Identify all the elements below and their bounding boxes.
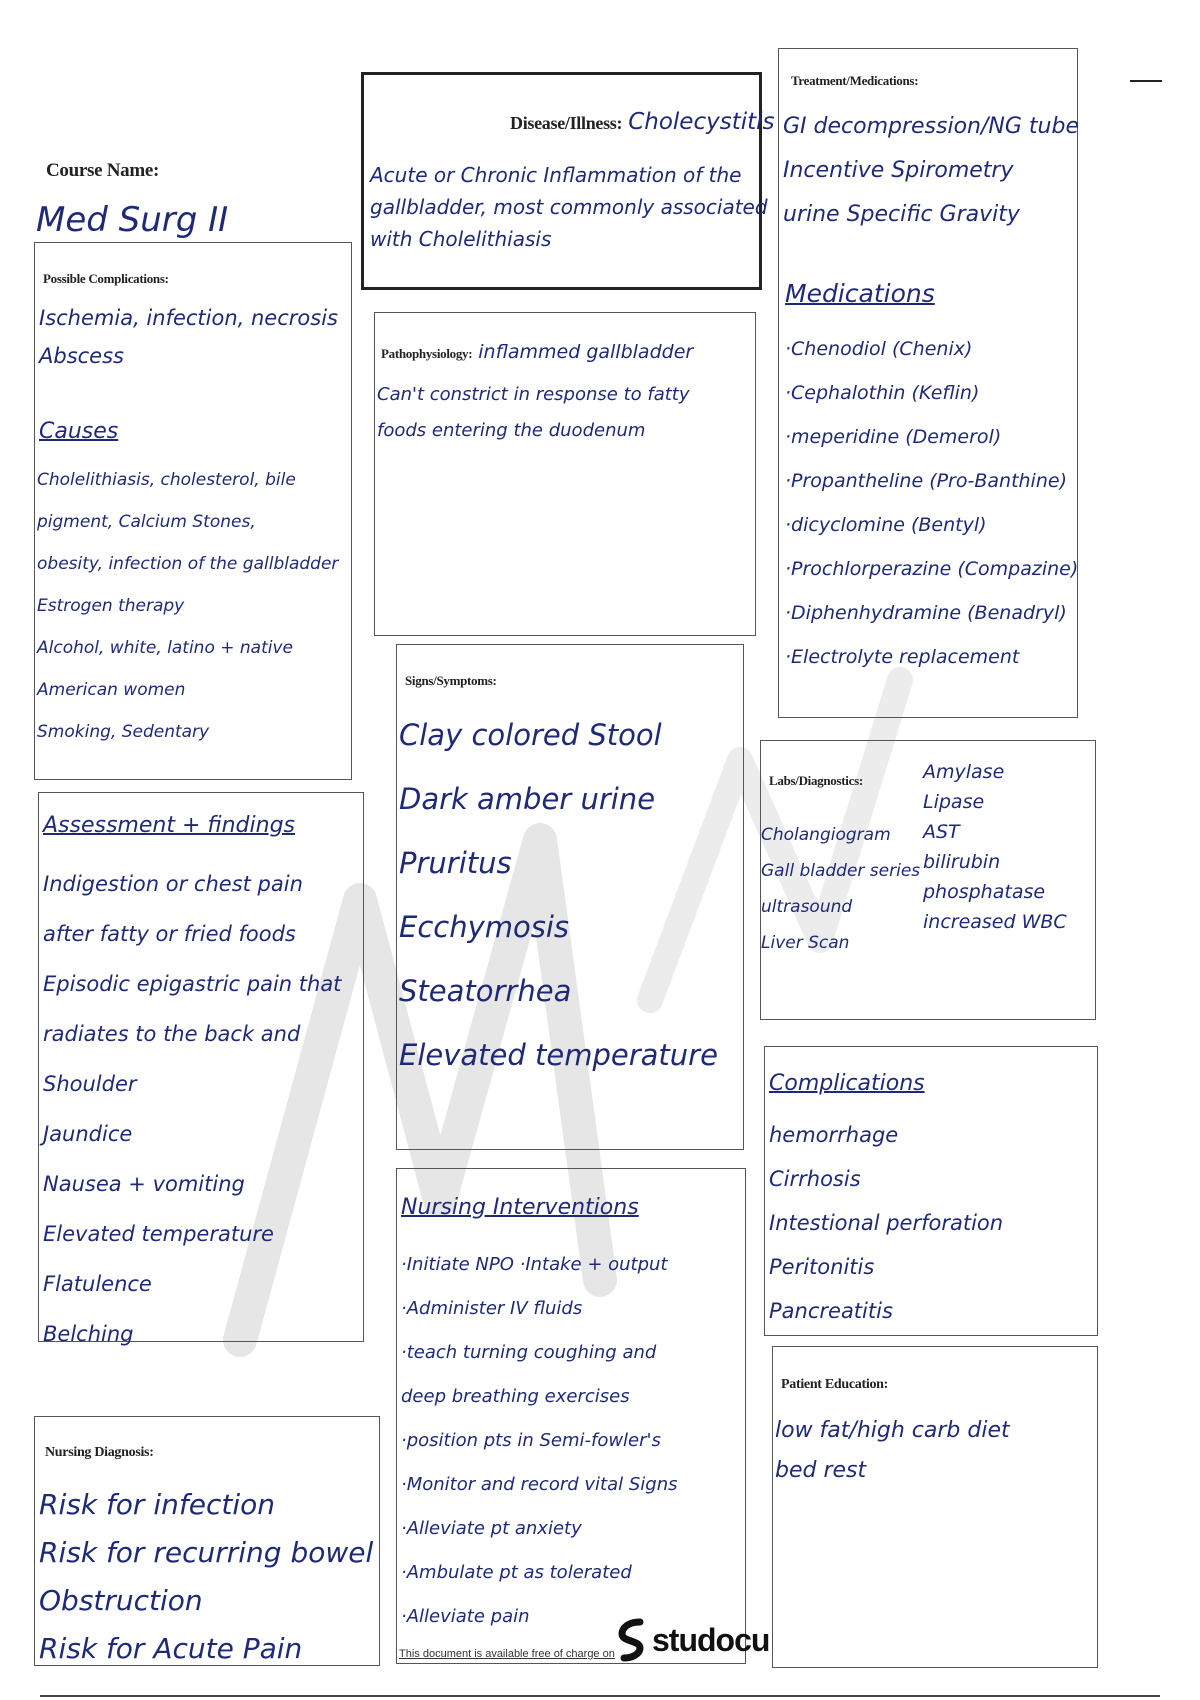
complications2-heading: Complications bbox=[769, 1071, 925, 1096]
complications-label: Possible Complications: bbox=[43, 271, 169, 286]
cause-item: Smoking, Sedentary bbox=[37, 722, 210, 742]
intervention-item: ·Administer IV fluids bbox=[401, 1298, 583, 1319]
intervention-item: ·position pts in Semi-fowler's bbox=[401, 1430, 661, 1451]
complications2-item: Cirrhosis bbox=[769, 1167, 861, 1191]
assessment-item: Elevated temperature bbox=[43, 1222, 274, 1246]
complications2-item: Peritonitis bbox=[769, 1255, 875, 1279]
pathophysiology-box bbox=[374, 312, 756, 636]
complications2-box bbox=[764, 1046, 1098, 1336]
nursing-diagnosis-item: Risk for Acute Pain bbox=[39, 1632, 303, 1665]
intervention-item: ·Ambulate pt as tolerated bbox=[401, 1562, 632, 1583]
lab-item: AST bbox=[923, 821, 960, 843]
causes-heading: Causes bbox=[39, 419, 119, 444]
complications-box bbox=[34, 242, 352, 780]
nursing-diagnosis-label: Nursing Diagnosis: bbox=[45, 1445, 154, 1460]
education-item: low fat/high carb diet bbox=[775, 1418, 1010, 1443]
intervention-item: ·Monitor and record vital Signs bbox=[401, 1474, 678, 1495]
treatment-line: urine Specific Gravity bbox=[783, 202, 1020, 227]
cause-item: Estrogen therapy bbox=[37, 596, 185, 616]
disease-description bbox=[370, 159, 768, 255]
complications2-item: Intestional perforation bbox=[769, 1211, 1004, 1235]
disease-description-line: Acute or Chronic Inflammation of the bbox=[370, 163, 742, 187]
lab-item: bilirubin bbox=[923, 851, 1001, 873]
lab-item: Gall bladder series bbox=[761, 861, 921, 881]
studocu-icon bbox=[618, 1618, 648, 1662]
assessment-list bbox=[43, 859, 341, 1359]
assessment-item: Belching bbox=[43, 1322, 134, 1346]
education-list bbox=[775, 1411, 1010, 1491]
assessment-item: radiates to the back and bbox=[43, 1022, 301, 1046]
disease-value: Cholecystitis bbox=[628, 109, 775, 135]
medication-item: ·Electrolyte replacement bbox=[785, 646, 1020, 668]
medication-item: ·Prochlorperazine (Compazine) bbox=[785, 558, 1079, 580]
pathophysiology-first: inflammed gallbladder bbox=[478, 341, 694, 363]
assessment-item: Episodic epigastric pain that bbox=[43, 972, 342, 996]
assessment-item: after fatty or fried foods bbox=[43, 922, 296, 946]
nursing-diagnosis-box bbox=[34, 1416, 380, 1666]
medication-item: ·Cephalothin (Keflin) bbox=[785, 382, 980, 404]
complications2-item: Pancreatitis bbox=[769, 1299, 893, 1323]
pathophysiology-line: Can't constrict in response to fatty bbox=[377, 384, 690, 405]
lab-item: increased WBC bbox=[923, 911, 1067, 933]
labs-box bbox=[760, 740, 1096, 1020]
cause-item: pigment, Calcium Stones, bbox=[37, 512, 256, 532]
assessment-item: Jaundice bbox=[43, 1122, 133, 1146]
nursing-diagnosis-item: Obstruction bbox=[39, 1584, 203, 1617]
labs-left-list bbox=[761, 817, 920, 961]
intervention-item: ·teach turning coughing and bbox=[401, 1342, 657, 1363]
labs-label: Labs/Diagnostics: bbox=[769, 773, 863, 788]
assessment-item: Shoulder bbox=[43, 1072, 137, 1096]
complication-item: Ischemia, infection, necrosis bbox=[39, 306, 338, 330]
footer-rule bbox=[40, 1695, 1160, 1697]
cause-item: Cholelithiasis, cholesterol, bile bbox=[37, 470, 296, 490]
intervention-item: ·Initiate NPO ·Intake + output bbox=[401, 1254, 668, 1275]
assessment-heading: Assessment + findings bbox=[43, 813, 295, 838]
medication-item: ·meperidine (Demerol) bbox=[785, 426, 1002, 448]
disease-label: Disease/Illness: bbox=[510, 113, 623, 133]
intervention-item: ·Alleviate pt anxiety bbox=[401, 1518, 582, 1539]
medications-heading: Medications bbox=[785, 279, 935, 308]
education-item: bed rest bbox=[775, 1458, 867, 1483]
complication-item: Abscess bbox=[39, 344, 124, 368]
labs-right-list bbox=[923, 757, 1067, 937]
pathophysiology-label: Pathophysiology: bbox=[381, 346, 473, 361]
education-label: Patient Education: bbox=[781, 1377, 888, 1392]
complications-lines bbox=[39, 299, 338, 375]
interventions-heading: Nursing Interventions bbox=[401, 1195, 639, 1220]
course-label: Course Name: bbox=[46, 160, 160, 181]
studocu-brand: studocu bbox=[652, 1621, 770, 1658]
disease-box bbox=[361, 72, 775, 290]
nursing-diagnosis-item: Risk for recurring bowel bbox=[39, 1536, 374, 1569]
pathophysiology-line: foods entering the duodenum bbox=[377, 420, 646, 441]
lab-item: phosphatase bbox=[923, 881, 1046, 903]
sign-item: Clay colored Stool bbox=[399, 718, 662, 752]
medications-list bbox=[785, 327, 1078, 679]
treatment-line: GI decompression/NG tube bbox=[783, 114, 1079, 139]
cause-item: obesity, infection of the gallbladder bbox=[37, 554, 339, 574]
sign-item: Ecchymosis bbox=[399, 910, 570, 944]
nursing-diagnosis-list bbox=[39, 1481, 373, 1673]
lab-item: ultrasound bbox=[761, 897, 853, 917]
medication-item: ·Diphenhydramine (Benadryl) bbox=[785, 602, 1067, 624]
sign-item: Steatorrhea bbox=[399, 974, 572, 1008]
lab-item: Cholangiogram bbox=[761, 825, 891, 845]
intervention-item: deep breathing exercises bbox=[401, 1386, 630, 1407]
complications2-item: hemorrhage bbox=[769, 1123, 899, 1147]
complications2-list bbox=[769, 1113, 1003, 1333]
medication-item: ·Propantheline (Pro-Banthine) bbox=[785, 470, 1067, 492]
interventions-list bbox=[401, 1243, 678, 1639]
signs-list bbox=[399, 703, 718, 1087]
assessment-item: Nausea + vomiting bbox=[43, 1172, 245, 1196]
interventions-box bbox=[396, 1168, 746, 1664]
assessment-box bbox=[38, 792, 364, 1346]
lab-item: Amylase bbox=[923, 761, 1005, 783]
causes-list bbox=[37, 459, 338, 753]
treatment-lines bbox=[783, 105, 1079, 237]
sign-item: Pruritus bbox=[399, 846, 512, 880]
nursing-diagnosis-item: Risk for infection bbox=[39, 1488, 275, 1521]
cause-item: Alcohol, white, latino + native bbox=[37, 638, 293, 658]
medication-item: ·Chenodiol (Chenix) bbox=[785, 338, 973, 360]
studocu-logo bbox=[618, 1618, 769, 1662]
lab-item: Liver Scan bbox=[761, 933, 850, 953]
treatment-label: Treatment/Medications: bbox=[791, 73, 919, 88]
sign-item: Elevated temperature bbox=[399, 1038, 718, 1072]
signs-label: Signs/Symptoms: bbox=[405, 673, 497, 688]
course-name: Med Surg II bbox=[36, 200, 229, 240]
treatment-box bbox=[778, 48, 1078, 718]
lab-item: Lipase bbox=[923, 791, 985, 813]
pathophysiology-lines bbox=[377, 377, 690, 449]
signs-box bbox=[396, 644, 744, 1150]
cause-item: American women bbox=[37, 680, 186, 700]
disease-description-line: with Cholelithiasis bbox=[370, 227, 552, 251]
assessment-item: Flatulence bbox=[43, 1272, 152, 1296]
education-box bbox=[772, 1346, 1098, 1668]
sign-item: Dark amber urine bbox=[399, 782, 656, 816]
treatment-line: Incentive Spirometry bbox=[783, 158, 1014, 183]
edge-mark bbox=[1130, 80, 1162, 82]
disease-description-line: gallbladder, most commonly associated bbox=[370, 195, 768, 219]
medication-item: ·dicyclomine (Bentyl) bbox=[785, 514, 987, 536]
footer-text: This document is available free of charge on bbox=[399, 1648, 615, 1660]
intervention-item: ·Alleviate pain bbox=[401, 1606, 530, 1627]
assessment-item: Indigestion or chest pain bbox=[43, 872, 303, 896]
